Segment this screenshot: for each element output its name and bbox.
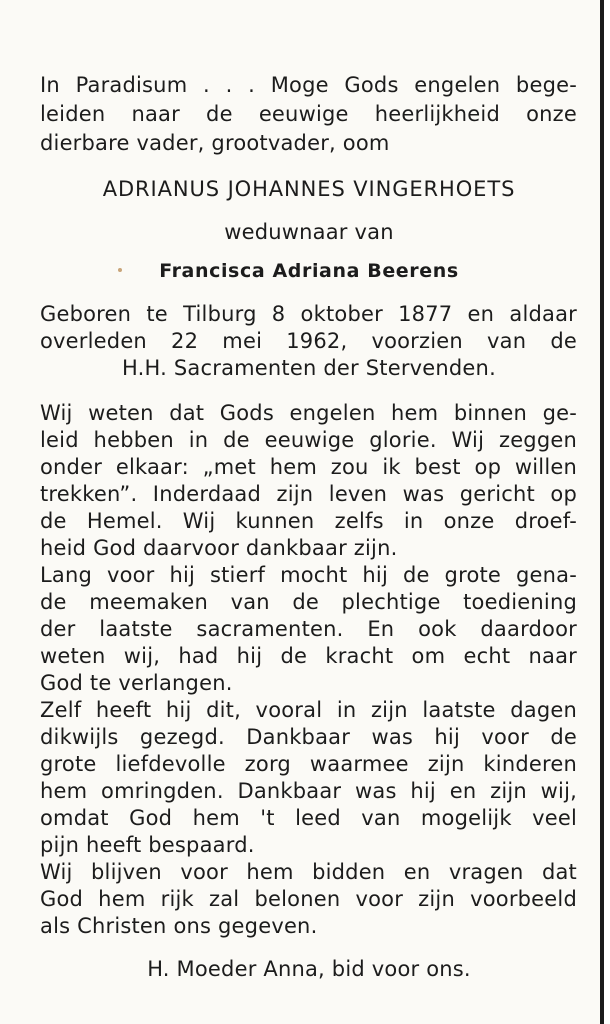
closing-prayer: H. Moeder Anna, bid voor ons. <box>147 957 471 981</box>
body-line: de Hemel. Wij kunnen zelfs in onze droef- <box>40 509 577 533</box>
body-line: onder elkaar: „met hem zou ik best op willen <box>40 455 577 479</box>
body-line: de meemaken van de plechtige toediening <box>40 590 577 614</box>
body-line: heid God daarvoor dankbaar zijn. <box>40 536 398 560</box>
body-line: grote liefdevolle zorg waarmee zijn kinderen <box>40 752 577 776</box>
body-line: dikwijls gezegd. Dankbaar was hij voor de <box>40 725 577 749</box>
body-line: God hem rijk zal belonen voor zijn voorbeeld <box>40 887 577 911</box>
widower-of-label: weduwnaar van <box>224 220 394 244</box>
body-line: Wij weten dat Gods engelen hem binnen ge- <box>40 401 577 425</box>
body-line: Zelf heeft hij dit, vooral in zijn laatste dagen <box>40 698 577 722</box>
intro-line: leiden naar de eeuwige heerlijkheid onze <box>40 102 577 126</box>
intro-line: In Paradisum . . . Moge Gods engelen bege- <box>40 73 577 97</box>
body-line: leid hebben in de eeuwige glorie. Wij zeggen <box>40 428 577 452</box>
body-line: omdat God hem 't leed van mogelijk veel <box>40 806 577 830</box>
deceased-name: ADRIANUS JOHANNES VINGERHOETS <box>102 177 516 201</box>
body-line: Wij blijven voor hem bidden en vragen dat <box>40 860 577 884</box>
body-line: trekken”. Inderdaad zijn leven was gericht op <box>40 482 577 506</box>
body-line: als Christen ons gegeven. <box>40 914 318 938</box>
life-dates-line: Geboren te Tilburg 8 oktober 1877 en aldaar <box>40 302 577 326</box>
life-dates-line: overleden 22 mei 1962, voorzien van de <box>40 329 577 353</box>
body-line: der laatste sacramenten. En ook daardoor <box>40 617 577 641</box>
body-line: God te verlangen. <box>40 671 233 695</box>
body-line: hem omringden. Dankbaar was hij en zijn wij, <box>40 779 577 803</box>
body-line: weten wij, had hij de kracht om echt naar <box>40 644 577 668</box>
intro-line: dierbare vader, grootvader, oom <box>40 131 390 155</box>
body-line: Lang voor hij stierf mocht hij de grote gena- <box>40 563 577 587</box>
body-line: pijn heeft bespaard. <box>40 833 255 857</box>
life-dates-line: H.H. Sacramenten der Stervenden. <box>122 356 496 380</box>
spouse-name: Francisca Adriana Beerens <box>159 260 459 282</box>
